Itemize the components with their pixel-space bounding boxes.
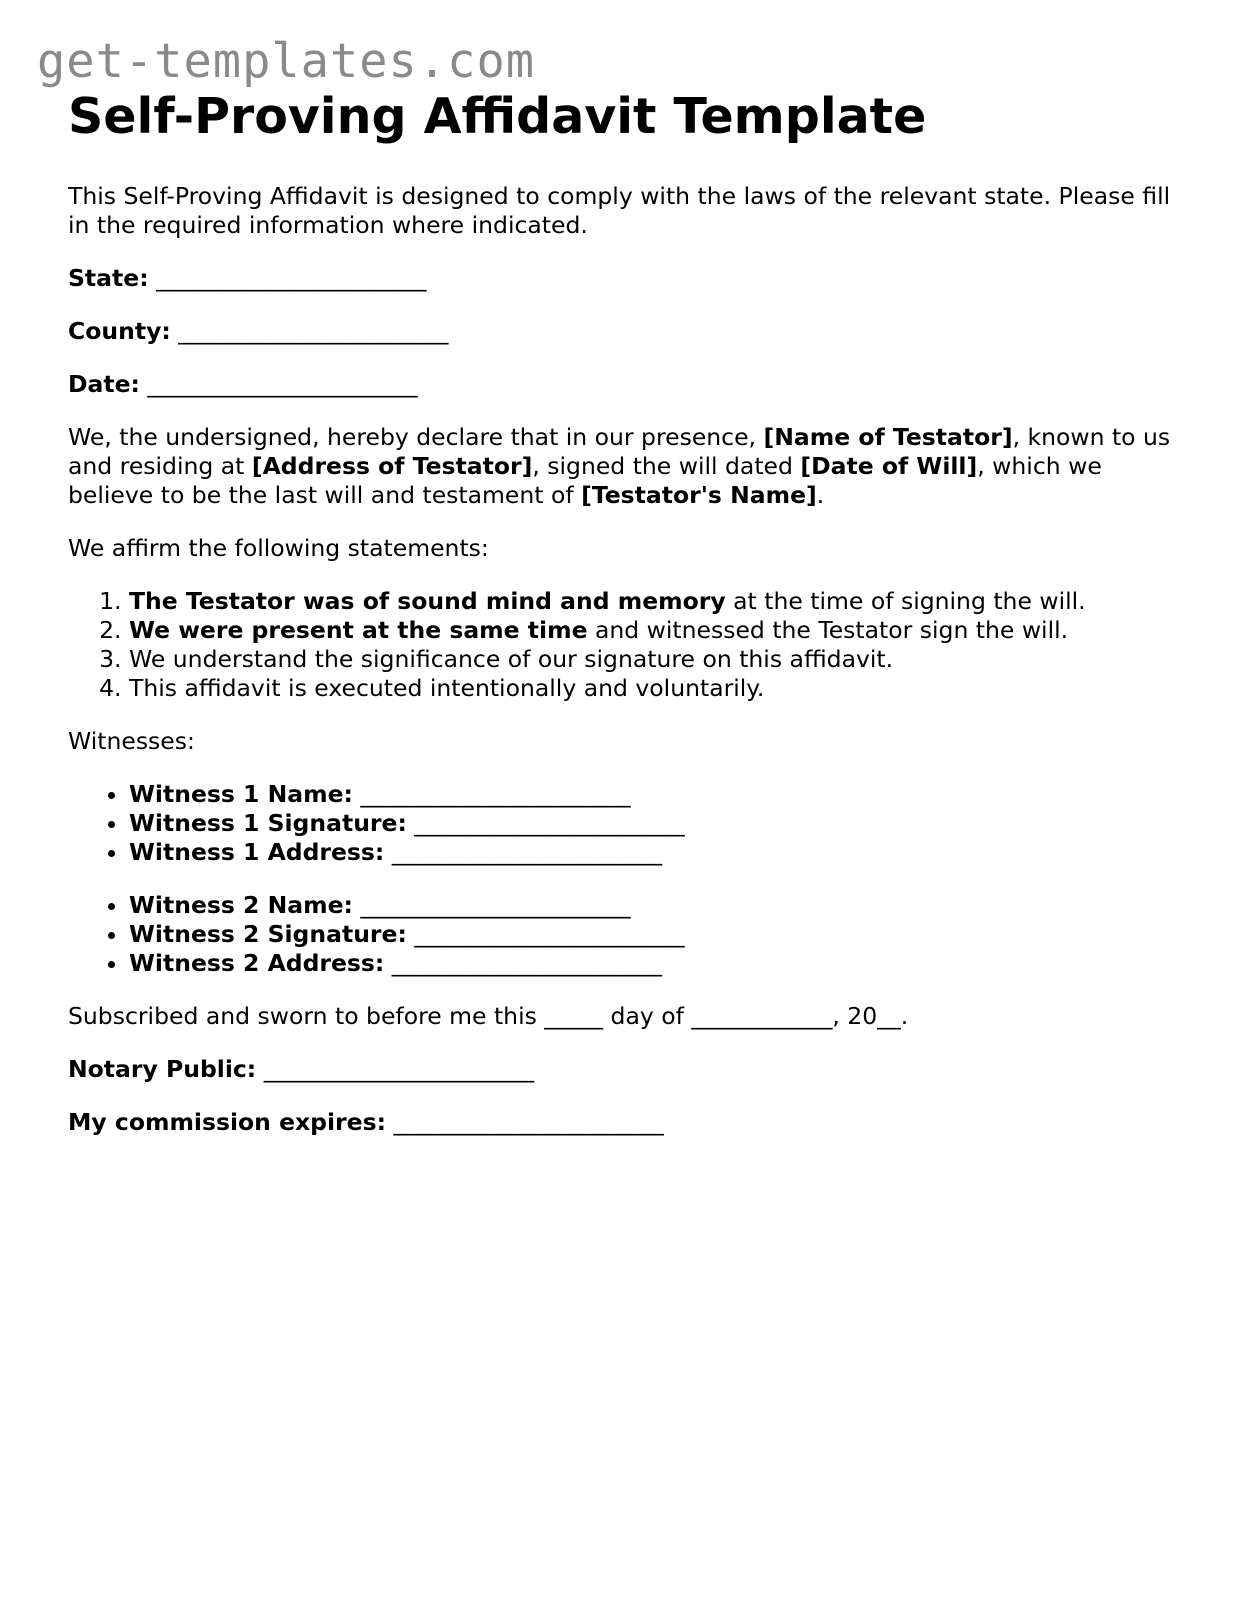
witness-2-address-item: [129, 949, 1183, 978]
witness-1-signature-label: Witness 1 Signature:: [129, 809, 407, 837]
witnesses-label: Witnesses:: [68, 727, 195, 755]
county-label: County:: [68, 317, 171, 345]
commission-field: [68, 1108, 1183, 1137]
witness-2-signature-item: [129, 920, 1183, 949]
affirm-intro: We affirm the following statements:: [68, 534, 489, 562]
statement-text: at the time of signing the will.: [725, 587, 1086, 615]
testator-address-placeholder: [Address of Testator]: [251, 452, 533, 480]
will-date-placeholder: [Date of Will]: [800, 452, 978, 480]
county-blank[interactable]: _______________________: [178, 317, 449, 345]
statement-text: This affidavit is executed intentionally and voluntarily.: [129, 674, 765, 702]
notary-blank[interactable]: _______________________: [263, 1055, 534, 1083]
witness-2-name-label: Witness 2 Name:: [129, 891, 353, 919]
witness-1-name-blank[interactable]: _______________________: [360, 780, 631, 808]
testator-name-placeholder-2: [Testator's Name]: [581, 481, 817, 509]
notary-field: [68, 1055, 1183, 1084]
state-blank[interactable]: _______________________: [156, 264, 427, 292]
testator-name-placeholder: [Name of Testator]: [763, 423, 1013, 451]
statement-item: [129, 645, 1183, 674]
date-blank[interactable]: _______________________: [147, 370, 418, 398]
witness-1-name-item: [129, 780, 1183, 809]
witness-2-list: [68, 891, 1183, 978]
witness-1-signature-blank[interactable]: _______________________: [414, 809, 685, 837]
document-page: [68, 88, 1183, 1137]
statement-item: [129, 674, 1183, 703]
declaration-text: We, the undersigned, hereby declare that in our presence,: [68, 423, 764, 451]
witness-2-signature-label: Witness 2 Signature:: [129, 920, 407, 948]
witness-1-list: [68, 780, 1183, 867]
statement-item: [129, 587, 1183, 616]
state-label: State:: [68, 264, 149, 292]
witness-2-signature-blank[interactable]: _______________________: [414, 920, 685, 948]
statement-bold: We were present at the same time: [129, 616, 588, 644]
witness-1-name-label: Witness 1 Name:: [129, 780, 353, 808]
statement-text: and witnessed the Testator sign the will.: [587, 616, 1069, 644]
declaration-paragraph: [68, 423, 1183, 510]
witness-1-signature-item: [129, 809, 1183, 838]
witness-1-address-item: [129, 838, 1183, 867]
declaration-text: , which we believe to be the last will and testament of: [68, 452, 1102, 509]
date-field: [68, 370, 1183, 399]
commission-blank[interactable]: _______________________: [393, 1108, 664, 1136]
witness-2-address-blank[interactable]: _______________________: [391, 949, 663, 977]
witness-2-name-item: [129, 891, 1183, 920]
notary-label: Notary Public:: [68, 1055, 257, 1083]
watermark: get-templates.com: [37, 34, 536, 89]
declaration-text: , known to us and residing at: [68, 423, 1171, 480]
statement-text: We understand the significance of our signature on this affidavit.: [129, 645, 894, 673]
county-field: [68, 317, 1183, 346]
witness-1-address-blank[interactable]: _______________________: [391, 838, 663, 866]
intro-paragraph: This Self-Proving Affidavit is designed to comply with the laws of the relevant state. Please fill in the required information where indicated.: [68, 182, 1171, 239]
sworn-statement: Subscribed and sworn to before me this _____ day of ____________, 20__.: [68, 1002, 909, 1030]
witness-2-address-label: Witness 2 Address:: [129, 949, 385, 977]
statement-bold: The Testator was of sound mind and memory: [129, 587, 726, 615]
statement-item: [129, 616, 1183, 645]
witness-2-name-blank[interactable]: _______________________: [360, 891, 631, 919]
witness-1-address-label: Witness 1 Address:: [129, 838, 385, 866]
declaration-text: , signed the will dated: [532, 452, 801, 480]
state-field: [68, 264, 1183, 293]
page-title: Self-Proving Affidavit Template: [68, 88, 927, 145]
commission-label: My commission expires:: [68, 1108, 386, 1136]
declaration-text: .: [816, 481, 825, 509]
date-label: Date:: [68, 370, 140, 398]
statements-list: [68, 587, 1183, 703]
